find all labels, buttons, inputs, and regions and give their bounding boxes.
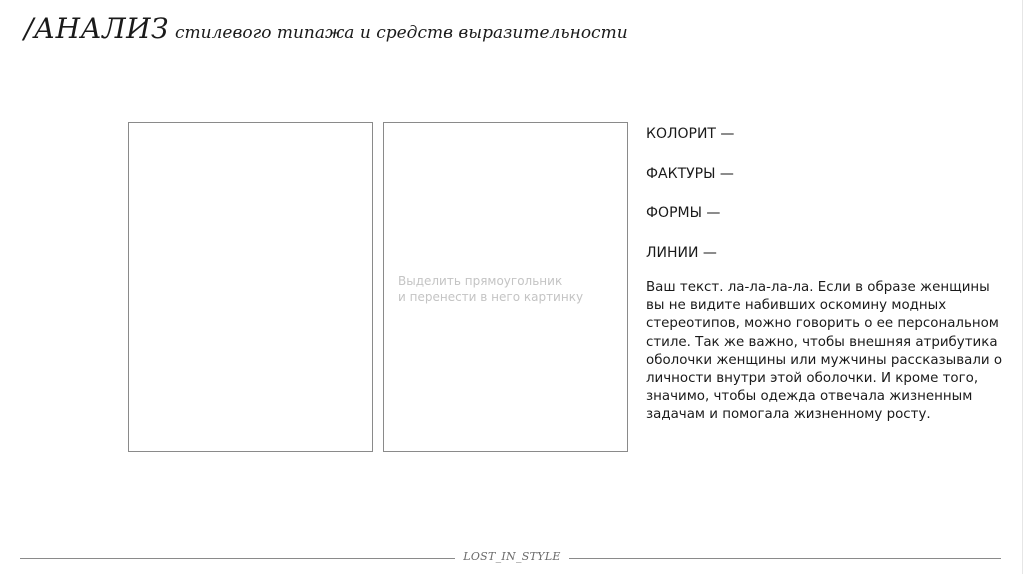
image-placeholder-left[interactable] [128,122,373,452]
style-properties-list [646,124,734,282]
footer-divider-right [569,558,1001,559]
footer-label: LOST_IN_STYLE [463,550,561,563]
image-placeholder-right[interactable] [383,122,628,452]
property-coloring: КОЛОРИТ — [646,126,735,142]
page-title [24,12,628,45]
slide-edge [1022,0,1023,574]
placeholder-hint: Выделить прямоугольник и перенести в него картинку [398,274,584,304]
title-main: /АНАЛИЗ [24,12,169,45]
body-text: Ваш текст. ла-ла-ла-ла. Если в образе женщины вы не видите набивших оскомину модных стереотипов, можно говорить о ее персональном стиле. Так же важно, чтобы внешняя атрибутика оболочки женщины или мужчины рассказывали о личности внутри этой оболочки. И кроме того, значимо, чтобы одежда отвечала жизненным задачам и помогала жизненному росту. [646,280,1003,423]
title-subtitle: стилевого типажа и средств выразительности [175,23,628,43]
footer [0,548,1024,568]
property-lines: ЛИНИИ — [646,244,717,261]
property-shapes: ФОРМЫ — [646,205,721,221]
footer-divider-left [20,558,455,559]
property-textures: ФАКТУРЫ — [646,165,734,182]
